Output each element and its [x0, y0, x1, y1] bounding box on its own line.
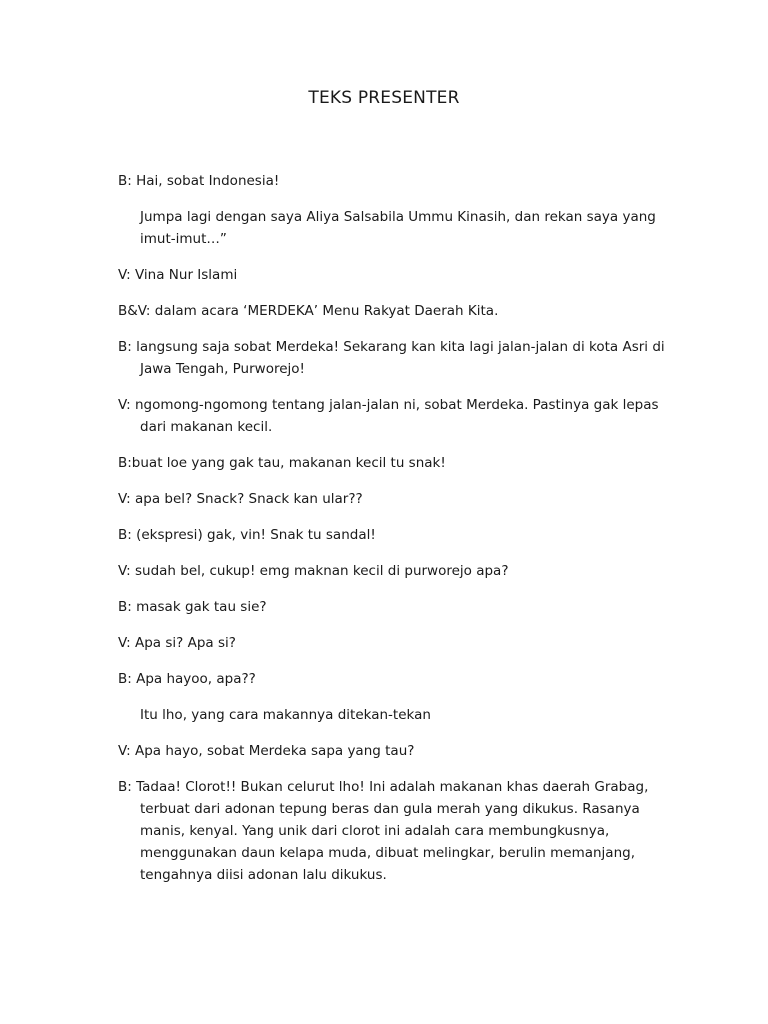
script-line: B: Tadaa! Clorot!! Bukan celurut lho! Ini adalah makanan khas daerah Grabag, terbuat dari adonan tepung beras dan gula merah yang dikukus. Rasanya manis, kenyal. Yang unik dari clorot ini adalah cara membungkusnya, menggunakan daun kelapa muda, dibuat melingkar, berulin memanjang, tengahnya diisi adonan lalu dikukus.	[118, 779, 649, 883]
script-line: B:buat loe yang gak tau, makanan kecil tu snak!	[118, 455, 446, 471]
script-line: V: Apa hayo, sobat Merdeka sapa yang tau?	[118, 743, 415, 759]
script-line: V: ngomong-ngomong tentang jalan-jalan ni, sobat Merdeka. Pastinya gak lepas dari makanan kecil.	[118, 397, 659, 435]
script-line: B: langsung saja sobat Merdeka! Sekarang kan kita lagi jalan-jalan di kota Asri di Jawa Tengah, Purworejo!	[118, 339, 665, 377]
script-line: Itu lho, yang cara makannya ditekan-tekan	[140, 707, 431, 723]
script-line: V: Vina Nur Islami	[118, 267, 238, 283]
script-line: V: sudah bel, cukup! emg maknan kecil di purworejo apa?	[118, 563, 509, 579]
script-line: Jumpa lagi dengan saya Aliya Salsabila Ummu Kinasih, dan rekan saya yang imut-imut…”	[140, 209, 656, 247]
script-line: B: masak gak tau sie?	[118, 599, 267, 615]
script-line: B&V: dalam acara ‘MERDEKA’ Menu Rakyat Daerah Kita.	[118, 303, 499, 319]
script-line: B: Hai, sobat Indonesia!	[118, 173, 280, 189]
script-line: B: (ekspresi) gak, vin! Snak tu sandal!	[118, 527, 376, 543]
script-body	[118, 170, 678, 900]
script-line: V: Apa si? Apa si?	[118, 635, 236, 651]
script-line: V: apa bel? Snack? Snack kan ular??	[118, 491, 363, 507]
script-line: B: Apa hayoo, apa??	[118, 671, 256, 687]
document-title: TEKS PRESENTER	[308, 88, 460, 108]
